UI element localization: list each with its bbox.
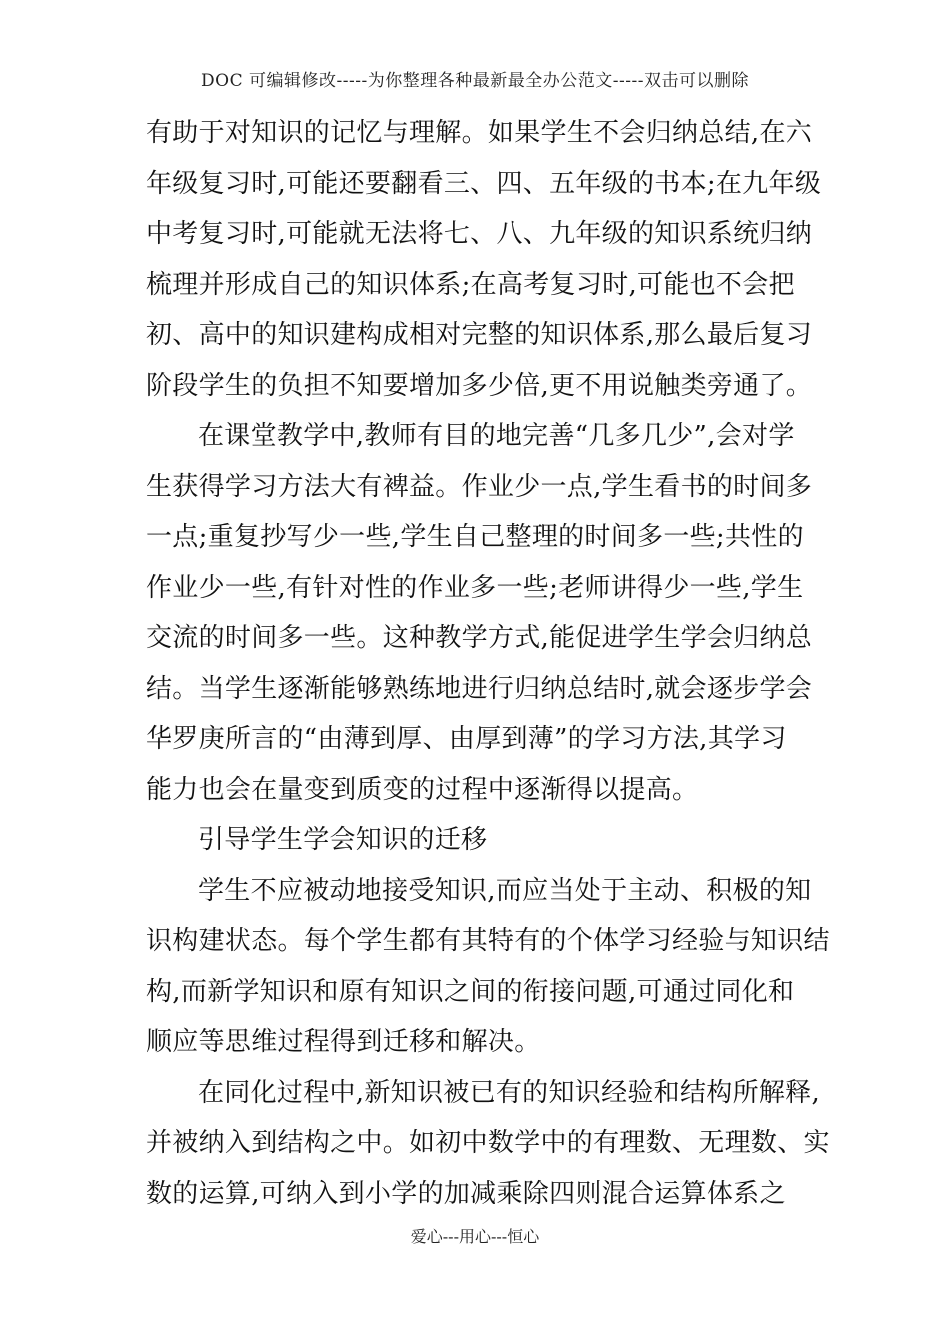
page-header: DOC 可编辑修改-----为你整理各种最新最全办公范文-----双击可以删除 [201, 71, 749, 91]
text-line: 数的运算,可纳入到小学的加减乘除四则混合运算体系之 [146, 1178, 786, 1209]
text-line: 识构建状态。每个学生都有其特有的个体学习经验与知识结 [146, 926, 830, 956]
text-line: 结。当学生逐渐能够熟练地进行归纳总结时,就会逐步学会 [146, 673, 813, 704]
text-line: 中考复习时,可能就无法将七、八、九年级的知识系统归纳 [146, 219, 813, 249]
text-line: 作业少一些,有针对性的作业多一些;老师讲得少一些,学生 [146, 572, 804, 603]
paragraph-start-line: 在同化过程中,新知识被已有的知识经验和结构所解释, [198, 1077, 821, 1108]
page-footer: 爱心---用心---恒心 [410, 1227, 540, 1246]
text-line: 并被纳入到结构之中。如初中数学中的有理数、无理数、实 [146, 1128, 830, 1158]
section-heading: 引导学生学会知识的迁移 [198, 825, 488, 855]
text-line: 初、高中的知识建构成相对完整的知识体系,那么最后复习 [146, 320, 813, 350]
text-line: 一点;重复抄写少一些,学生自己整理的时间多一些;共性的 [146, 522, 804, 552]
text-line: 顺应等思维过程得到迁移和解决。 [146, 1027, 541, 1057]
document-body [146, 108, 830, 1219]
text-line: 华罗庚所言的“由薄到厚、由厚到薄”的学习方法,其学习 [146, 724, 787, 754]
text-line: 构,而新学知识和原有知识之间的衔接问题,可通过同化和 [146, 976, 795, 1007]
text-line: 有助于对知识的记忆与理解。如果学生不会归纳总结,在六 [146, 118, 813, 148]
paragraph-start-line: 在课堂教学中,教师有目的地完善“几多几少”,会对学 [198, 421, 795, 451]
text-line: 交流的时间多一些。这种教学方式,能促进学生学会归纳总 [146, 623, 813, 653]
text-line: 梳理并形成自己的知识体系;在高考复习时,可能也不会把 [146, 269, 795, 300]
text-line: 阶段学生的负担不知要增加多少倍,更不用说触类旁通了。 [146, 370, 813, 401]
paragraph-start-line: 学生不应被动地接受知识,而应当处于主动、积极的知 [198, 875, 812, 906]
text-line: 能力也会在量变到质变的过程中逐渐得以提高。 [146, 774, 699, 805]
text-line: 生获得学习方法大有裨益。作业少一点,学生看书的时间多 [146, 471, 813, 502]
text-line: 年级复习时,可能还要翻看三、四、五年级的书本;在九年级 [146, 168, 822, 199]
